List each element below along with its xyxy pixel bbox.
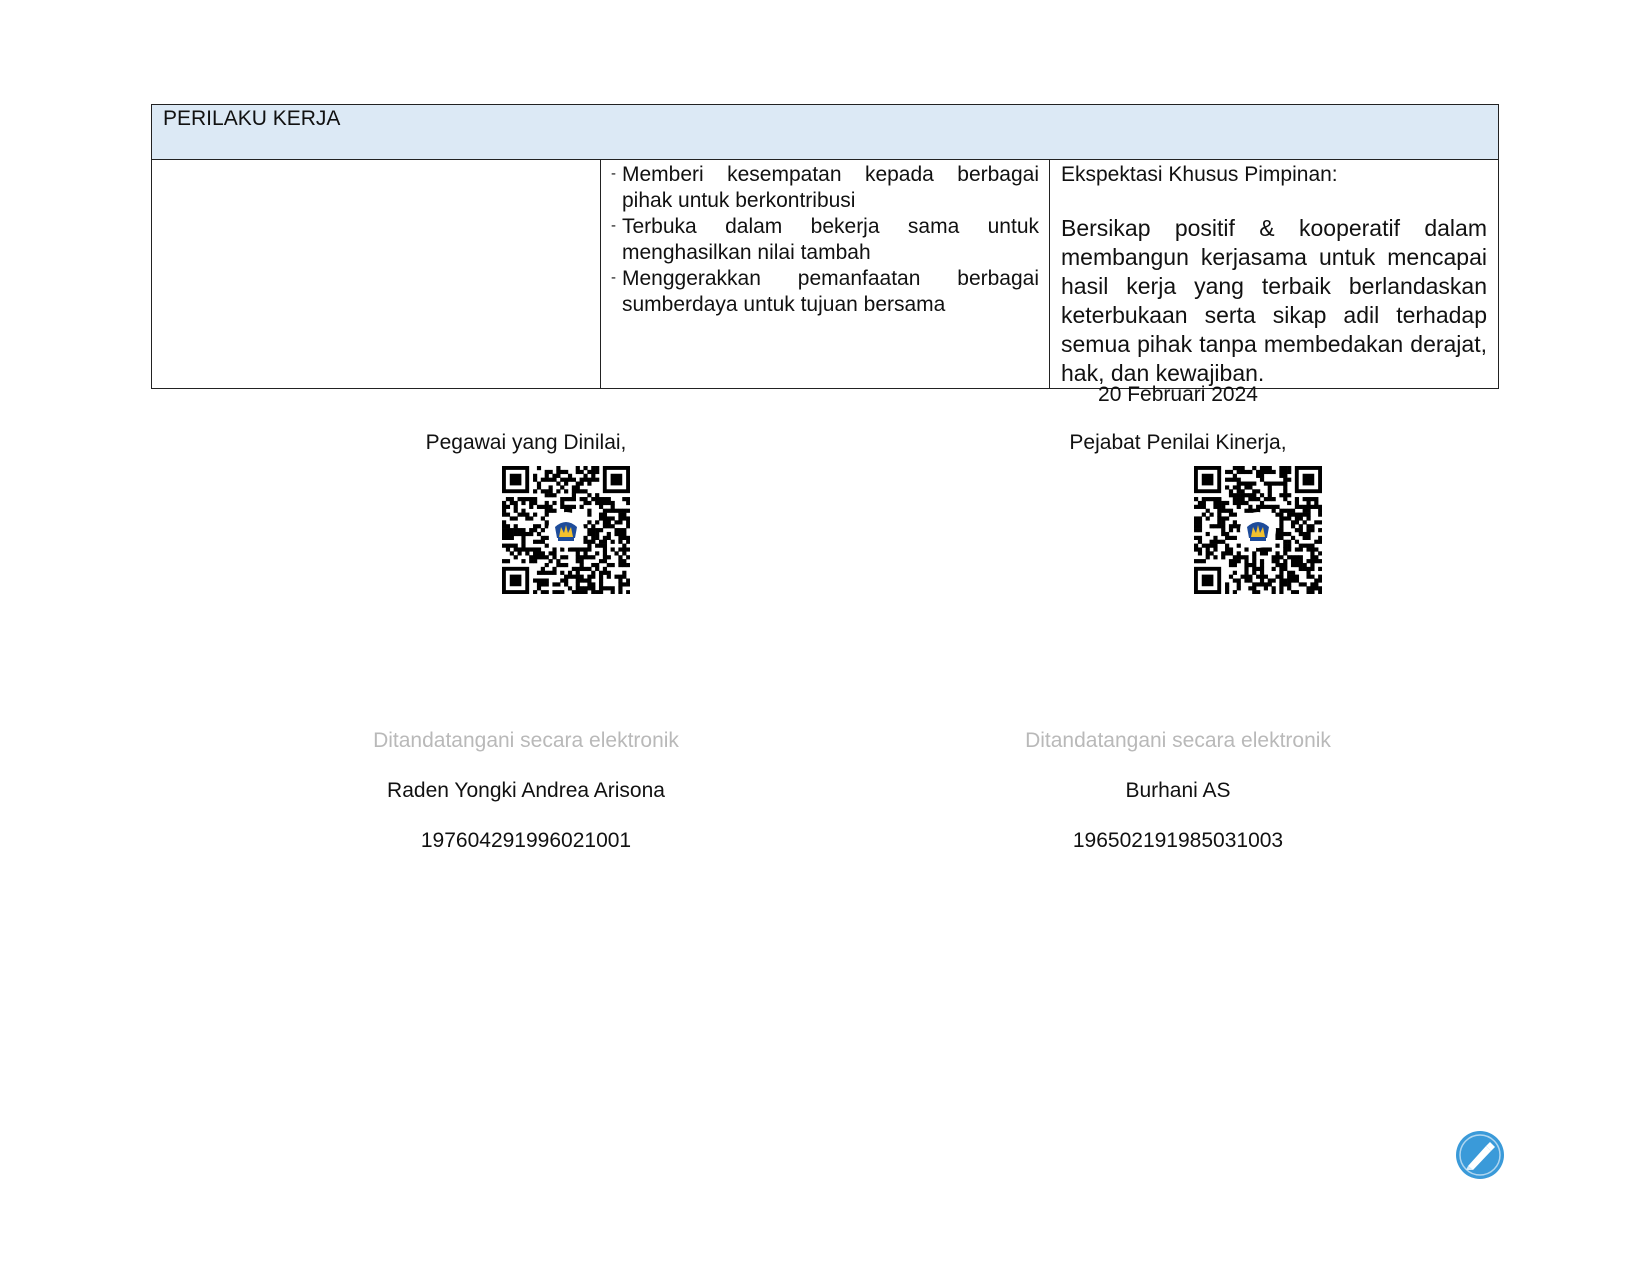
behavior-item: - Terbuka dalam bekerja sama untuk menghasilkan nilai tambah: [611, 214, 1039, 266]
section-title: PERILAKU KERJA: [152, 105, 1499, 160]
pen-seal-icon: [1455, 1130, 1505, 1180]
behavior-list: [611, 162, 1039, 318]
assessor-role: Pejabat Penilai Kinerja,: [1069, 431, 1287, 454]
assessor-nip: 196502191985031003: [1072, 829, 1284, 852]
qr-code-icon: [502, 466, 630, 594]
employee-role: Pegawai yang Dinilai,: [425, 431, 627, 454]
expectation-text: Bersikap positif & kooperatif dalam membangun kerjasama untuk mencapai hasil kerja yang terbaik berlandaskan keterbukaan serta sikap adil terhadap semua pihak tanpa membedakan derajat, hak, dan kewajiban.: [1061, 215, 1487, 386]
assessor-signature-block: [968, 380, 1388, 856]
behavior-item: - Memberi kesempatan kepada berbagai pihak untuk berkontribusi: [611, 162, 1039, 214]
expectation-cell: [1050, 160, 1499, 389]
qr-code-icon: [1194, 466, 1322, 594]
expectation-label: Ekspektasi Khusus Pimpinan:: [1061, 163, 1338, 186]
behavior-row: [152, 160, 1499, 389]
employee-nip: 197604291996021001: [420, 829, 632, 852]
electronic-signature-note: Ditandatangani secara elektronik: [373, 729, 679, 752]
employee-name: Raden Yongki Andrea Arisona: [387, 779, 665, 802]
behavior-item: - Menggerakkan pemanfaatan berbagai sumberdaya untuk tujuan bersama: [611, 266, 1039, 318]
ministry-logo-icon: [1240, 512, 1276, 548]
signature-date: 20 Februari 2024: [1098, 383, 1258, 406]
ministry-logo-icon: [548, 512, 584, 548]
number-cell: [152, 160, 601, 389]
performance-behavior-table: [151, 104, 1499, 389]
behavior-cell: [601, 160, 1050, 389]
employee-signature-block: [316, 380, 736, 856]
table-header-row: [152, 105, 1499, 160]
assessor-name: Burhani AS: [1125, 779, 1231, 802]
electronic-signature-note: Ditandatangani secara elektronik: [1025, 729, 1331, 752]
date-spacer: [316, 380, 736, 410]
